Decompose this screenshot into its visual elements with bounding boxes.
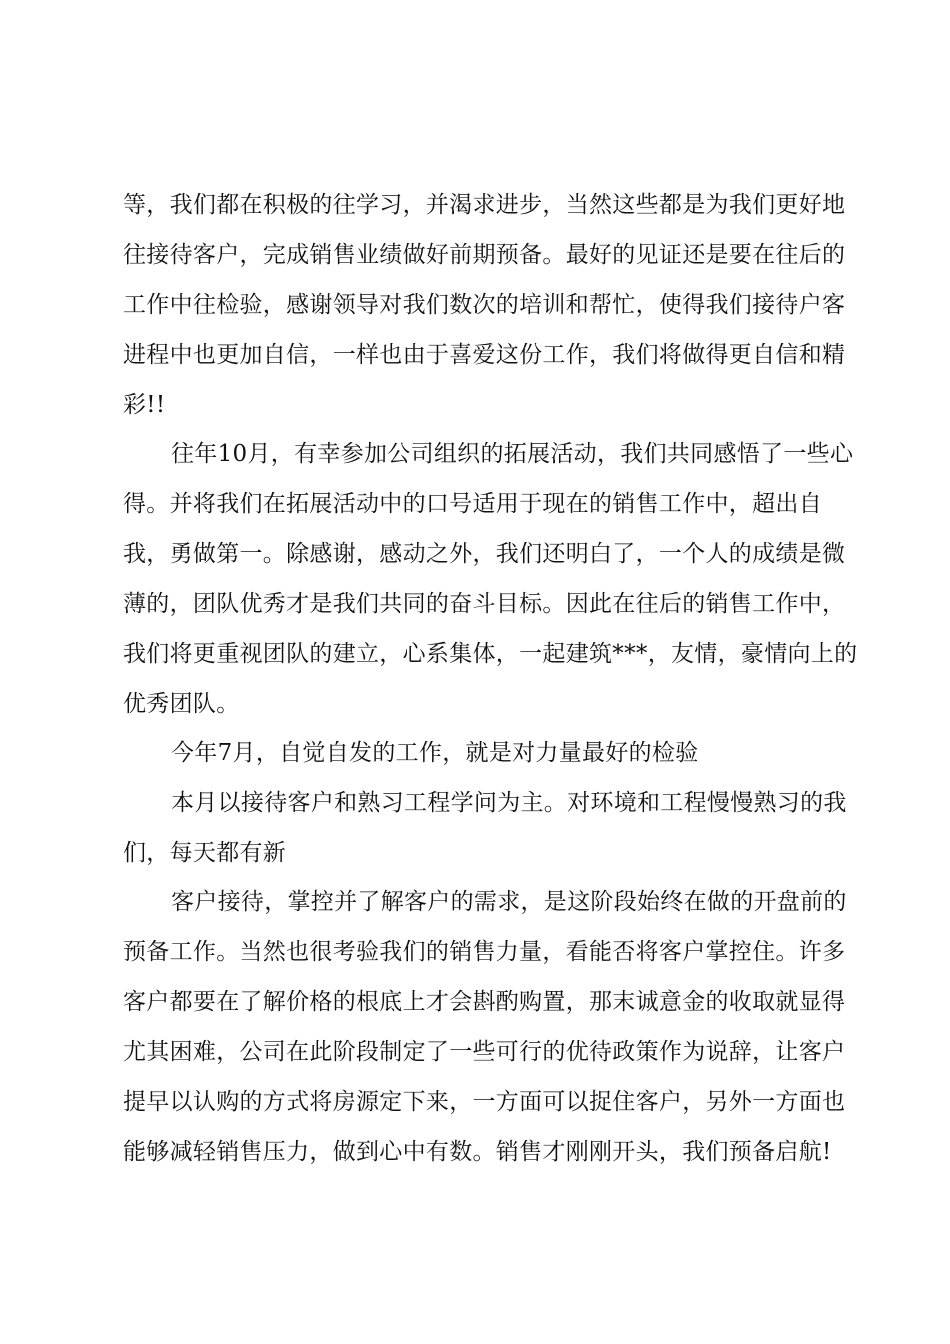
body-text-line: 们，每天都有新: [123, 840, 287, 866]
body-text-line: 往接待客户，完成销售业绩做好前期预备。最好的见证还是要在往后的: [123, 242, 846, 268]
body-text-line: 尤其困难，公司在此阶段制定了一些可行的优待政策作为说辞，让客户: [123, 1039, 846, 1065]
body-text-line: 优秀团队。: [123, 691, 240, 717]
body-text-line: 预备工作。当然也很考验我们的销售力量，看能否将客户掌控住。许多: [123, 939, 846, 965]
body-text-line: 我，勇做第一。除感谢，感动之外，我们还明白了，一个人的成绩是微: [123, 541, 846, 567]
paragraph-first-line: 本月以接待客户和熟习工程学问为主。对环境和工程慢慢熟习的我: [171, 790, 847, 816]
body-text-line: 客户都要在了解价格的根底上才会斟酌购置，那末诚意金的收取就显得: [123, 989, 846, 1015]
body-text-line: 提早以认购的方式将房源定下来，一方面可以捉住客户，另外一方面也: [123, 1089, 846, 1115]
body-text-line: 得。并将我们在拓展活动中的口号适用于现在的销售工作中，超出自: [123, 491, 822, 517]
body-text-line: 彩!!: [123, 392, 166, 418]
body-text-line: 等，我们都在积极的往学习，并渴求进步，当然这些都是为我们更好地: [123, 192, 846, 218]
body-text-line: 我们将更重视团队的建立，心系集体，一起建筑***，友情，豪情向上的: [123, 641, 858, 667]
body-text-line: 进程中也更加自信，一样也由于喜爱这份工作，我们将做得更自信和精: [123, 342, 846, 368]
body-text-line: 能够减轻销售压力，做到心中有数。销售才刚刚开头，我们预备启航!: [123, 1139, 832, 1165]
paragraph-first-line: 往年10月，有幸参加公司组织的拓展活动，我们共同感悟了一些心: [171, 441, 854, 467]
paragraph-first-line: 今年7月，自觉自发的工作，就是对力量最好的检验: [171, 740, 699, 766]
body-text-line: 工作中往检验，感谢领导对我们数次的培训和帮忙，使得我们接待户客: [123, 292, 846, 318]
body-text-line: 薄的，团队优秀才是我们共同的奋斗目标。因此在往后的销售工作中，: [123, 591, 846, 617]
paragraph-first-line: 客户接待，掌控并了解客户的需求，是这阶段始终在做的开盘前的: [171, 889, 847, 915]
